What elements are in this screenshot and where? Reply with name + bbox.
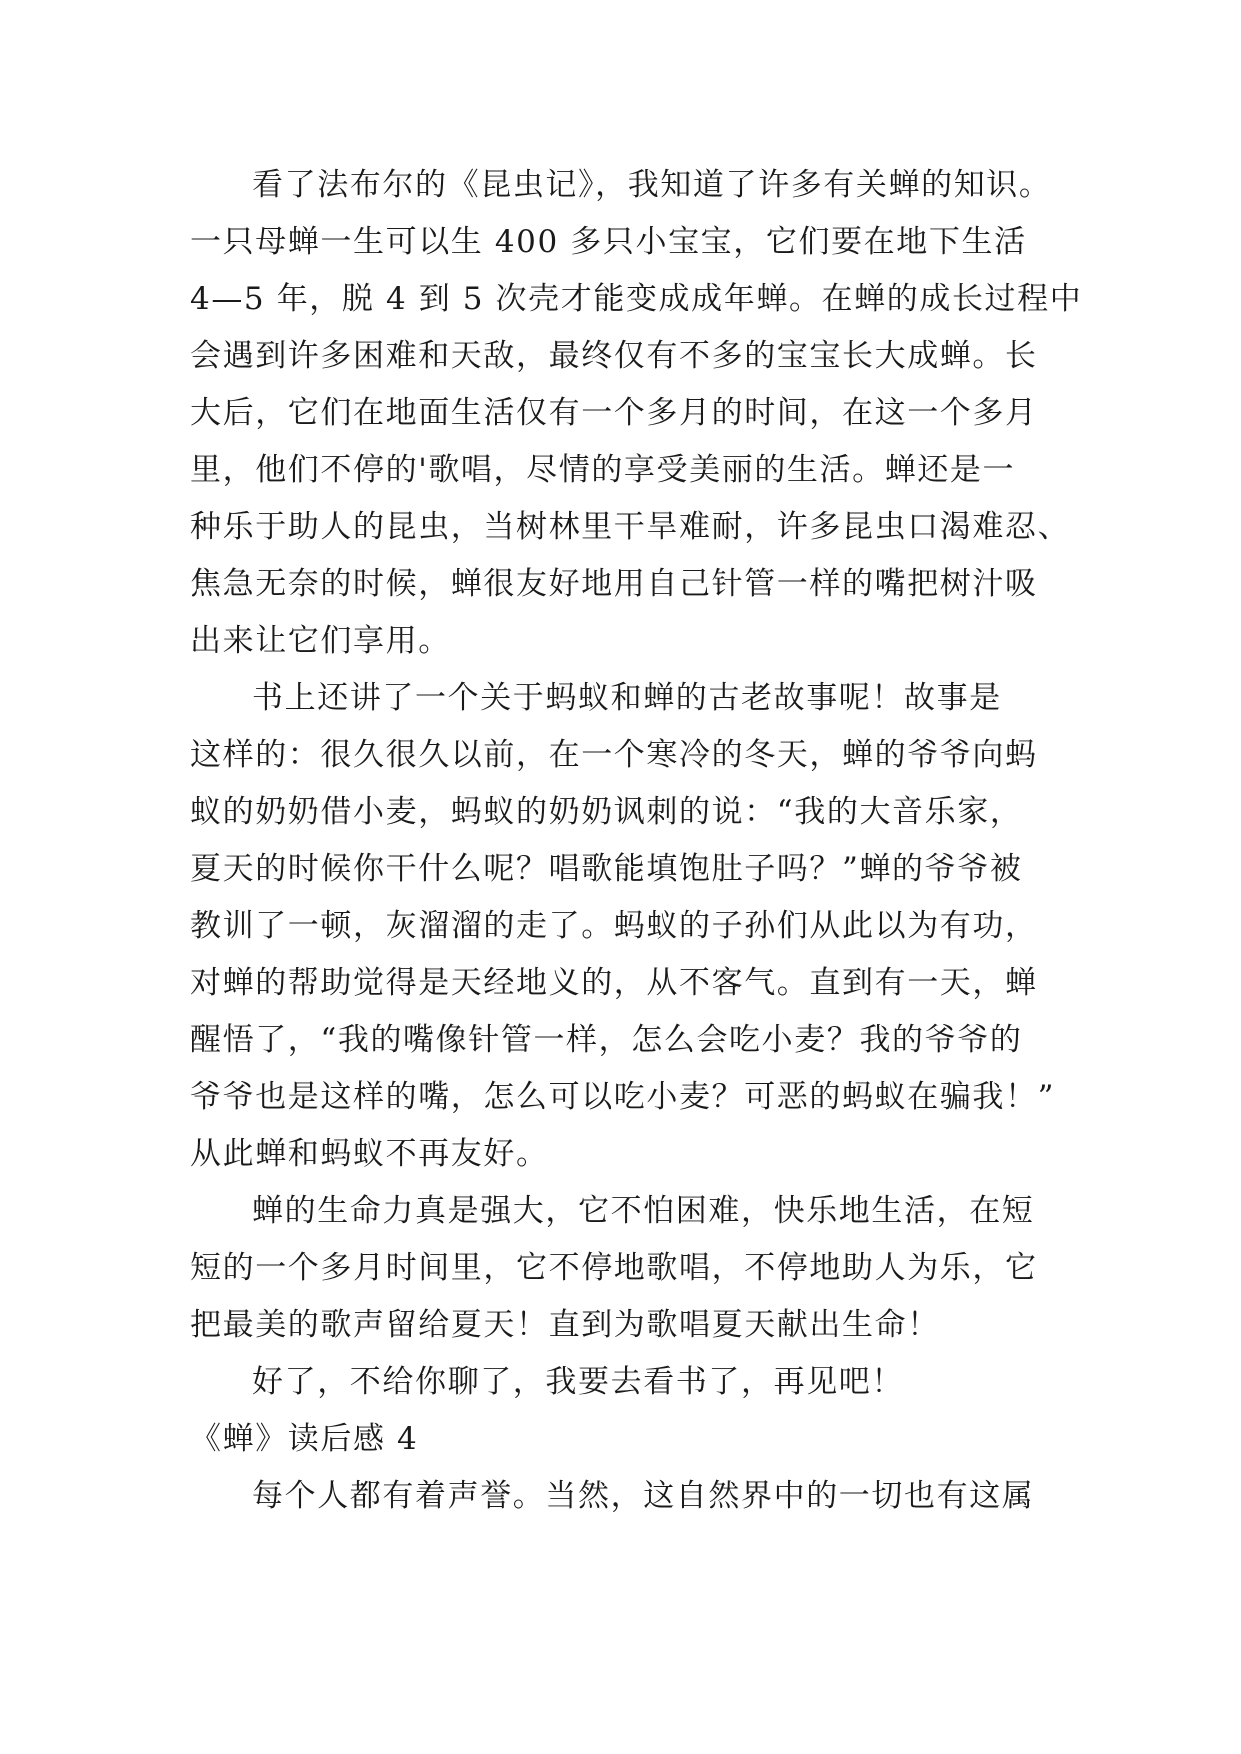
paragraph-2-line-1: 书上还讲了一个关于蚂蚁和蝉的古老故事呢！故事是 xyxy=(252,680,1002,716)
paragraph-2-line-2: 这样的：很久很久以前，在一个寒冷的冬天，蝉的爷爷向蚂 xyxy=(190,737,1038,773)
paragraph-2-line-6: 对蝉的帮助觉得是天经地义的，从不客气。直到有一天，蝉 xyxy=(190,965,1038,1001)
paragraph-2-line-8: 爷爷也是这样的嘴，怎么可以吃小麦？可恶的蚂蚁在骗我！” xyxy=(190,1079,1056,1115)
paragraph-1-line-9: 出来让它们享用。 xyxy=(190,623,451,659)
paragraph-2-line-3: 蚁的奶奶借小麦，蚂蚁的奶奶讽刺的说：“我的大音乐家， xyxy=(190,794,1023,830)
paragraph-3-line-2: 短的一个多月时间里，它不停地歌唱，不停地助人为乐，它 xyxy=(190,1250,1038,1286)
paragraph-1-line-5: 大后，它们在地面生活仅有一个多月的时间，在这一个多月 xyxy=(190,395,1038,431)
paragraph-1-line-8: 焦急无奈的时候，蝉很友好地用自己针管一样的嘴把树汁吸 xyxy=(190,566,1038,602)
paragraph-2-line-4: 夏天的时候你干什么呢？唱歌能填饱肚子吗？”蝉的爷爷被 xyxy=(190,851,1023,887)
paragraph-5-line-1: 每个人都有着声誉。当然，这自然界中的一切也有这属 xyxy=(252,1478,1035,1514)
paragraph-1-line-4: 会遇到许多困难和天敌，最终仅有不多的宝宝长大成蝉。长 xyxy=(190,338,1038,374)
paragraph-2-line-5: 教训了一顿，灰溜溜的走了。蚂蚁的子孙们从此以为有功， xyxy=(190,908,1038,944)
paragraph-2-line-9: 从此蝉和蚂蚁不再友好。 xyxy=(190,1136,549,1172)
paragraph-3-line-1: 蝉的生命力真是强大，它不怕困难，快乐地生活，在短 xyxy=(252,1193,1035,1229)
paragraph-1-line-3: 4—5 年，脱 4 到 5 次壳才能变成成年蝉。在蝉的成长过程中 xyxy=(190,281,1083,317)
paragraph-1-line-6: 里，他们不停的'歌唱，尽情的享受美丽的生活。蝉还是一 xyxy=(190,452,1016,488)
paragraph-1-line-2: 一只母蝉一生可以生 400 多只小宝宝，它们要在地下生活 xyxy=(190,224,1027,260)
paragraph-1-line-1: 看了法布尔的《昆虫记》，我知道了许多有关蝉的知识。 xyxy=(252,167,1052,203)
paragraph-4-line-1: 好了，不给你聊了，我要去看书了，再见吧！ xyxy=(252,1364,904,1400)
paragraph-1-line-7: 种乐于助人的昆虫，当树林里干旱难耐，许多昆虫口渴难忍、 xyxy=(190,509,1071,545)
paragraph-2-line-7: 醒悟了，“我的嘴像针管一样，怎么会吃小麦？我的爷爷的 xyxy=(190,1022,1023,1058)
section-heading: 《蝉》读后感 4 xyxy=(190,1421,419,1457)
paragraph-3-line-3: 把最美的歌声留给夏天！直到为歌唱夏天献出生命！ xyxy=(190,1307,940,1343)
